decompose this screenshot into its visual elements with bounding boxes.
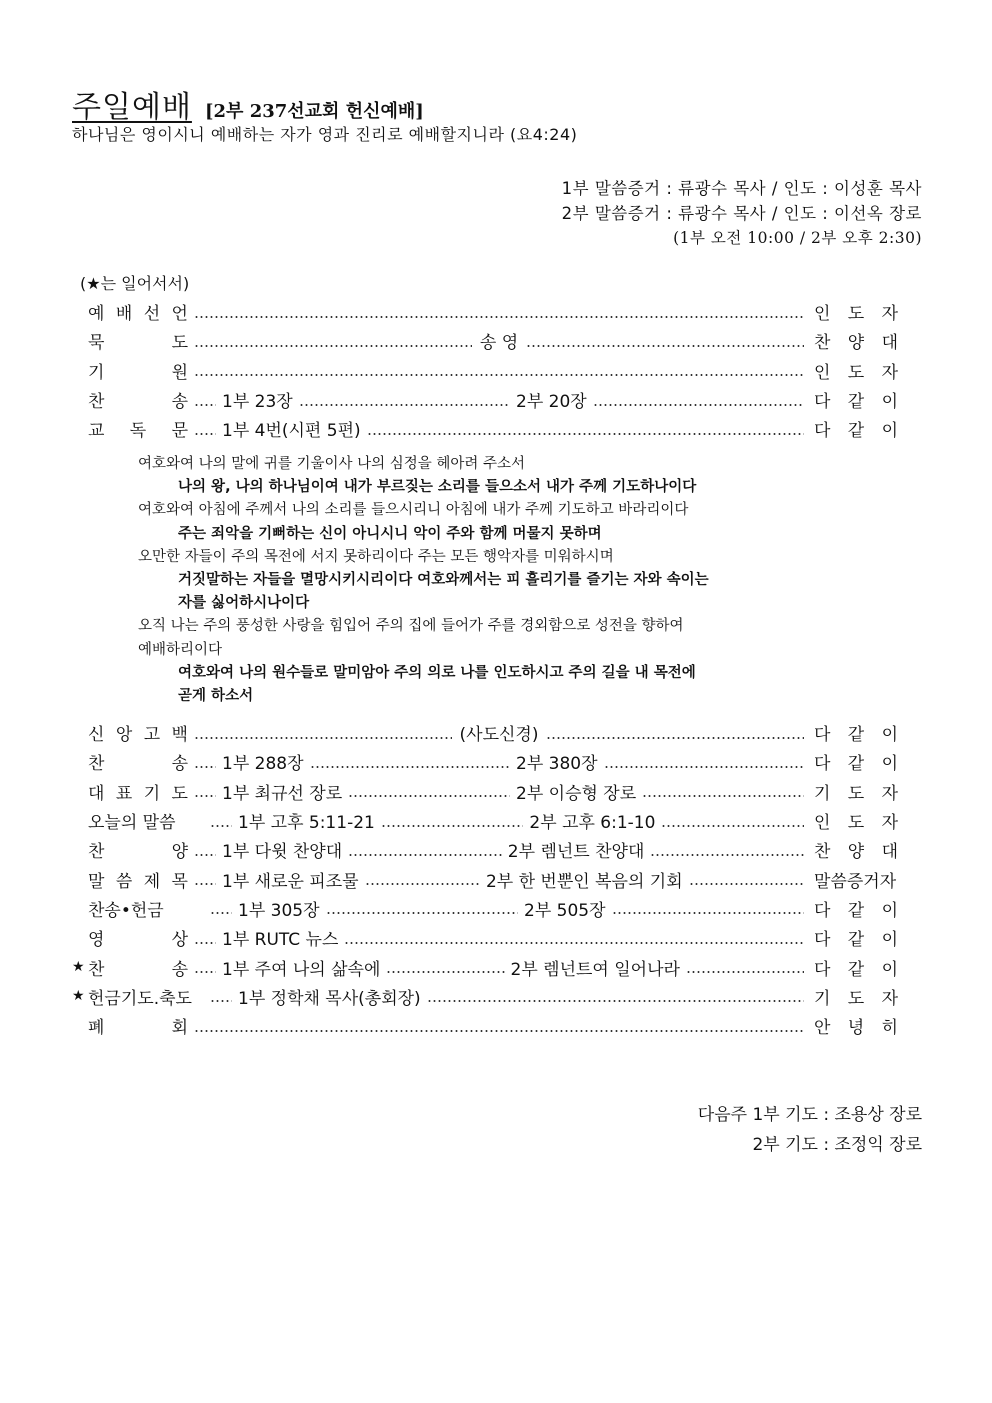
order-row (72, 952, 898, 981)
speaker-line-2: 2부 말씀증거 : 류광수 목사 / 인도 : 이선옥 장로 (561, 204, 922, 223)
order-item-label (88, 925, 188, 950)
dot-leader (365, 883, 480, 885)
role-char: 안 (814, 1018, 831, 1039)
reading-response-line: 나의 왕, 나의 하나님이여 내가 부르짖는 소리를 들으소서 내가 주께 기도하나이다 (178, 479, 697, 496)
next-week-line-2: 2부 기도 : 조정익 장로 (752, 1135, 922, 1155)
dot-leader (612, 912, 804, 914)
service-times: (1부 오전 10:00 / 2부 오후 2:30) (673, 229, 922, 247)
label-char: 선 (143, 304, 161, 325)
dot-leader (210, 1000, 232, 1002)
dot-leader (194, 766, 216, 768)
label-char: 씀 (115, 871, 133, 892)
role-char: 히 (881, 1018, 898, 1039)
label-char: 제 (143, 871, 161, 892)
part-1-detail: 1부 RUTC 뉴스 (222, 930, 339, 951)
label-char: 고 (143, 725, 161, 746)
order-item-role (814, 387, 898, 412)
order-item-label (88, 720, 188, 745)
role-char: 같 (847, 959, 865, 980)
order-row (72, 414, 898, 443)
standing-star: ★ (72, 959, 85, 976)
role-char: 다 (814, 959, 831, 980)
order-item-label (88, 358, 188, 383)
order-item-label (88, 416, 188, 441)
dot-leader (194, 971, 216, 973)
role-char: 기 (814, 988, 831, 1009)
order-row (72, 385, 898, 414)
label-char: 찬 (88, 842, 105, 863)
order-row (72, 718, 898, 747)
dot-leader (299, 404, 510, 406)
label-char: 도 (171, 783, 188, 804)
order-item-label (88, 955, 188, 980)
part-1-detail: 1부 4번(시편 5편) (222, 421, 361, 442)
order-item-role: 말씀증거자 (814, 871, 897, 892)
role-char: 다 (814, 421, 831, 442)
role-char: 대 (881, 333, 898, 354)
role-char: 찬 (814, 842, 831, 863)
part-1-detail: 1부 새로운 피조물 (222, 871, 359, 892)
label-char: 묵 (88, 333, 105, 354)
order-item-role (814, 328, 898, 353)
role-char: 같 (847, 930, 865, 951)
role-char: 대 (881, 842, 899, 863)
order-item-role (814, 358, 898, 383)
dot-leader (194, 854, 216, 856)
label-char: 독 (129, 421, 147, 442)
label-char: 원 (171, 362, 188, 383)
role-char: 자 (881, 304, 898, 325)
label-char: 회 (171, 1018, 188, 1039)
role-char: 이 (881, 959, 899, 980)
role-char: 자 (881, 988, 898, 1009)
order-item-label (88, 299, 188, 324)
dot-leader (642, 795, 804, 797)
role-char: 기 (814, 783, 831, 804)
order-row (72, 835, 898, 864)
dot-leader (546, 737, 804, 739)
role-char: 이 (881, 900, 898, 921)
dot-leader (344, 942, 804, 944)
order-item-role (814, 955, 898, 980)
label-char: 찬 (88, 392, 105, 413)
order-item-role (814, 749, 898, 774)
dot-leader (310, 766, 510, 768)
order-item-label (88, 328, 188, 353)
order-item-role (814, 416, 898, 441)
order-row (72, 982, 898, 1011)
dot-leader (367, 433, 804, 435)
role-char: 인 (814, 304, 831, 325)
order-item-label (88, 387, 188, 412)
role-char: 다 (814, 754, 831, 775)
part-1-detail: 1부 305장 (238, 900, 320, 921)
order-item-label (88, 837, 188, 862)
part-1-detail: 1부 최규선 장로 (222, 783, 343, 804)
order-item-role (814, 1013, 898, 1038)
dot-leader (210, 912, 232, 914)
role-char: 이 (881, 930, 898, 951)
part-2-detail: 2부 20장 (516, 392, 587, 413)
role-char: 찬 (814, 333, 831, 354)
dot-leader (650, 854, 804, 856)
role-char: 녕 (847, 1018, 865, 1039)
reading-response-line: 주는 죄악을 기뻐하는 신이 아니시니 악이 주와 함께 머물지 못하며 (178, 525, 602, 542)
role-char: 다 (814, 900, 831, 921)
part-1-detail: 1부 288장 (222, 754, 304, 775)
reading-response-line: 거짓말하는 자들을 멸망시키시리이다 여호와께서는 피 흘리기를 즐기는 자와 속이는 (178, 572, 709, 589)
order-row (72, 1011, 898, 1040)
title-row (72, 82, 424, 126)
order-item-role (814, 808, 898, 833)
label-char: 기 (143, 783, 161, 804)
label-char: 신 (88, 725, 105, 746)
label-char: 예 (88, 304, 105, 325)
role-char: 양 (847, 333, 865, 354)
dot-leader (348, 854, 502, 856)
responsive-reading (138, 453, 838, 708)
dot-leader (326, 912, 518, 914)
part-2-detail: 2부 한 번뿐인 복음의 기회 (485, 871, 683, 892)
role-char: 이 (881, 392, 898, 413)
role-char: 같 (847, 754, 865, 775)
order-of-worship-top (72, 297, 898, 443)
reading-response-line: 여호와여 나의 원수들로 말미암아 주의 의로 나를 인도하시고 주의 길을 내 목전에 (178, 664, 696, 681)
role-char: 양 (847, 842, 865, 863)
role-char: 이 (881, 725, 899, 746)
dot-leader (386, 971, 504, 973)
next-week-line-1: 다음주 1부 기도 : 조용상 장로 (697, 1105, 922, 1125)
role-char: 도 (847, 988, 865, 1009)
label-char: 표 (115, 783, 133, 804)
part-1-detail: 1부 다윗 찬양대 (222, 842, 343, 863)
page-subtitle: [2부 237선교회 헌신예배] (205, 101, 424, 122)
label-char: 백 (171, 725, 188, 746)
next-week-prayer (698, 1100, 922, 1160)
part-1-detail: 1부 고후 5:11-21 (238, 813, 375, 834)
label-char: 찬 (88, 959, 105, 980)
role-char: 같 (847, 900, 865, 921)
label-char: 언 (171, 304, 188, 325)
role-char: 자 (881, 783, 898, 804)
part-2-detail: 2부 렘넌트여 일어나라 (510, 959, 680, 980)
order-item-label: 헌금기도.축도 (88, 988, 192, 1009)
order-item-label: 찬송•헌금 (88, 900, 164, 921)
reading-leader-line: 오만한 자들이 주의 목전에 서지 못하리이다 주는 모든 행악자를 미워하시며 (138, 548, 614, 565)
order-item-role (814, 925, 898, 950)
role-char: 도 (847, 813, 865, 834)
label-char: 영 (88, 930, 105, 951)
order-item-role (814, 984, 898, 1009)
label-char: 찬 (88, 754, 105, 775)
order-item-label (88, 1013, 188, 1038)
reading-response-line: 자를 싫어하시나이다 (178, 595, 310, 612)
order-item-role (814, 779, 898, 804)
label-char: 폐 (88, 1018, 105, 1039)
role-char: 같 (847, 421, 865, 442)
order-row (72, 356, 898, 385)
part-1-detail: 1부 주여 나의 삶속에 (222, 959, 381, 980)
order-item-role (814, 896, 898, 921)
role-char: 도 (847, 304, 865, 325)
label-char: 대 (88, 783, 105, 804)
reading-leader-line: 여호와여 나의 말에 귀를 기울이사 나의 심정을 헤아려 주소서 (138, 456, 526, 472)
label-char: 앙 (115, 725, 133, 746)
dot-leader (348, 795, 510, 797)
label-char: 양 (171, 842, 188, 863)
reading-leader-line: 예배하리이다 (138, 641, 223, 658)
dot-leader (194, 883, 216, 885)
label-char: 도 (171, 333, 188, 354)
order-item-label (88, 749, 188, 774)
dot-leader (689, 883, 804, 885)
role-char: 다 (814, 930, 831, 951)
role-char: 같 (847, 392, 865, 413)
dot-leader (194, 433, 216, 435)
order-row (72, 864, 898, 893)
label-char: 상 (171, 930, 188, 951)
role-char: 인 (814, 813, 831, 834)
dot-leader (194, 737, 452, 739)
speaker-line-1: 1부 말씀증거 : 류광수 목사 / 인도 : 이성훈 목사 (561, 179, 922, 198)
order-row (72, 806, 898, 835)
label-char: 목 (171, 871, 188, 892)
dot-leader (604, 766, 804, 768)
reading-leader-line: 여호와여 아침에 주께서 나의 소리를 들으시리니 아침에 내가 주께 기도하고 바라리이다 (138, 502, 689, 519)
order-row (72, 297, 898, 326)
standing-note: (★는 일어서서) (80, 274, 190, 293)
role-char: 도 (847, 362, 865, 383)
order-item-label (88, 779, 188, 804)
order-item-label: 오늘의 말씀 (88, 813, 176, 834)
order-row (72, 777, 898, 806)
order-item-role (814, 837, 898, 862)
theme-verse: 하나님은 영이시니 예배하는 자가 영과 진리로 예배할지니라 (요4:24) (72, 125, 578, 144)
order-row (72, 894, 898, 923)
part-1-detail: 1부 정학채 목사(총회장) (238, 988, 421, 1009)
order-row (72, 326, 898, 355)
dot-leader (194, 374, 804, 376)
role-char: 자 (881, 813, 899, 834)
dot-leader (194, 345, 472, 347)
part-2-detail: 2부 고후 6:1-10 (529, 813, 656, 834)
dot-leader (194, 316, 804, 318)
label-char: 배 (115, 304, 133, 325)
order-of-worship-bottom (72, 718, 898, 1040)
role-char: 자 (881, 362, 898, 383)
role-char: 인 (814, 362, 831, 383)
label-char: 문 (171, 421, 188, 442)
label-char: 말 (88, 871, 105, 892)
role-char: 이 (881, 754, 898, 775)
dot-leader (210, 825, 232, 827)
dot-leader (526, 345, 804, 347)
part-2-detail: 2부 이승형 장로 (516, 783, 637, 804)
role-char: 다 (814, 725, 831, 746)
order-item-role (814, 299, 898, 324)
dot-leader (593, 404, 804, 406)
dot-leader (661, 825, 804, 827)
dot-leader (381, 825, 524, 827)
part-2-detail: 2부 렘넌트 찬양대 (507, 842, 645, 863)
dot-leader (686, 971, 804, 973)
dot-leader (194, 942, 216, 944)
part-1-detail: 1부 23장 (222, 392, 293, 413)
label-char: 교 (88, 421, 105, 442)
reading-response-line: 곧게 하소서 (178, 688, 254, 705)
label-char: 송 (171, 959, 188, 980)
dot-leader (427, 1000, 804, 1002)
role-char: 같 (847, 725, 865, 746)
dot-leader (194, 404, 216, 406)
label-char: 송 (171, 754, 188, 775)
order-item-middle: (사도신경) (459, 725, 539, 746)
order-item-role (814, 720, 898, 745)
label-char: 송 (171, 392, 188, 413)
dot-leader (194, 795, 216, 797)
standing-star: ★ (72, 988, 85, 1005)
label-char: 기 (88, 362, 105, 383)
dot-leader (194, 1030, 804, 1032)
role-char: 다 (814, 392, 831, 413)
role-char: 이 (881, 421, 898, 442)
part-2-detail: 2부 380장 (516, 754, 598, 775)
order-row (72, 923, 898, 952)
order-item-label (88, 867, 188, 892)
order-item-middle: 송 영 (479, 333, 519, 354)
speaker-info (562, 176, 922, 251)
order-row (72, 747, 898, 776)
reading-leader-line: 오직 나는 주의 풍성한 사랑을 힘입어 주의 집에 들어가 주를 경외함으로 성전을 향하여 (138, 618, 684, 635)
part-2-detail: 2부 505장 (524, 900, 606, 921)
role-char: 도 (847, 783, 865, 804)
page-title: 주일예배 (72, 90, 192, 125)
